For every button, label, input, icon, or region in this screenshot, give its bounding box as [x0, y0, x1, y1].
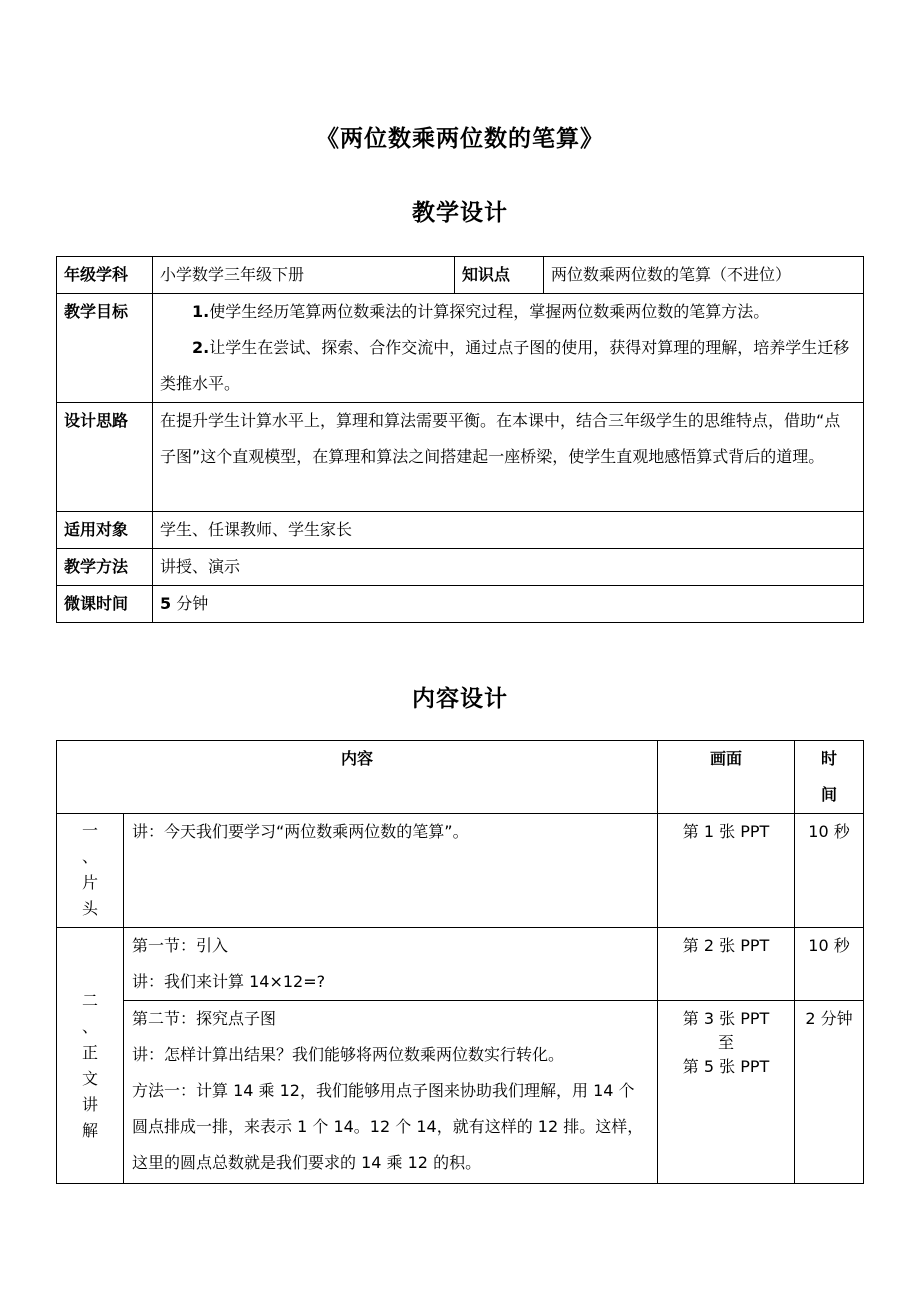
section-2-row-1-screen: 第 2 张 PPT	[658, 928, 795, 1001]
section-1-screen: 第 1 张 PPT	[658, 814, 795, 928]
screen-line: 第 5 张 PPT	[682, 1057, 770, 1076]
section-1-time: 10 秒	[795, 814, 864, 928]
content-line: 讲：今天我们要学习“两位数乘两位数的笔算”。	[132, 822, 469, 841]
time-number: 5	[160, 594, 172, 613]
method-value: 讲授、演示	[153, 549, 864, 586]
section-heading-content-design: 内容设计	[412, 686, 508, 712]
section-1-char: 片	[81, 873, 98, 892]
content-header-row	[57, 741, 864, 814]
idea-row	[57, 403, 864, 512]
goal-item-2	[160, 330, 856, 402]
goal-row	[57, 294, 864, 403]
content-design-table	[56, 740, 864, 1184]
section-2-row-2-content	[124, 1001, 658, 1184]
section-2-char: 、	[81, 1017, 98, 1036]
section-2-row-1	[57, 928, 864, 1001]
audience-label: 适用对象	[57, 512, 153, 549]
goal-2-number: 2.	[192, 338, 210, 357]
content-line: 第一节：引入	[132, 936, 229, 955]
header-time-line-2: 间	[821, 785, 838, 804]
goal-label: 教学目标	[57, 294, 153, 403]
section-1-char: 头	[81, 899, 98, 918]
section-1-label	[57, 814, 124, 928]
goal-1-number: 1.	[192, 302, 210, 321]
grade-label: 年级学科	[57, 257, 153, 294]
document-title: 《两位数乘两位数的笔算》	[316, 126, 604, 152]
content-line: 第二节：探究点子图	[132, 1009, 277, 1028]
time-row	[57, 586, 864, 623]
section-2-label	[57, 928, 124, 1184]
grade-value: 小学数学三年级下册	[153, 257, 455, 294]
section-2-row-1-time: 10 秒	[795, 928, 864, 1001]
method-row	[57, 549, 864, 586]
section-2-row-1-content	[124, 928, 658, 1001]
header-screen: 画面	[658, 741, 795, 814]
content-line: 讲：怎样计算出结果？我们能够将两位数乘两位数实行转化。	[132, 1045, 565, 1064]
idea-label: 设计思路	[57, 403, 153, 512]
section-2-char: 文	[81, 1069, 98, 1088]
time-unit: 分钟	[176, 594, 209, 613]
content-line: 方法一：计算 14 乘 12，我们能够用点子图来协助我们理解，用 14 个圆点排成一排，来表示 1 个 14。12 个 14，就有这样的 12 排。这样，这里的圆点总数就是我们要求的 14 乘 12 的积。	[132, 1081, 644, 1172]
audience-value: 学生、任课教师、学生家长	[153, 512, 864, 549]
section-heading-teaching-design: 教学设计	[412, 200, 508, 226]
method-label: 教学方法	[57, 549, 153, 586]
section-2-char: 二	[81, 991, 98, 1010]
idea-value: 在提升学生计算水平上，算理和算法需要平衡。在本课中，结合三年级学生的思维特点，借助“点子图”这个直观模型，在算理和算法之间搭建起一座桥梁，使学生直观地感悟算式背后的道理。	[153, 403, 864, 512]
section-1-row	[57, 814, 864, 928]
time-label: 微课时间	[57, 586, 153, 623]
section-2-char: 正	[81, 1043, 98, 1062]
goal-value	[153, 294, 864, 403]
header-content: 内容	[57, 741, 658, 814]
knowledge-value: 两位数乘两位数的笔算（不进位）	[544, 257, 864, 294]
time-value	[153, 586, 864, 623]
section-1-content	[124, 814, 658, 928]
screen-line: 至	[718, 1033, 735, 1052]
goal-item-1	[160, 294, 856, 330]
goal-1-text: 使学生经历笔算两位数乘法的计算探究过程，掌握两位数乘两位数的笔算方法。	[209, 302, 770, 321]
goal-2-text: 让学生在尝试、探索、合作交流中，通过点子图的使用，获得对算理的理解，培养学生迁移类推水平。	[160, 338, 850, 393]
screen-line: 第 3 张 PPT	[682, 1009, 770, 1028]
section-1-char: 一	[81, 821, 98, 840]
section-2-char: 讲	[81, 1095, 98, 1114]
content-line: 讲：我们来计算 14×12=?	[132, 972, 326, 991]
teaching-design-table	[56, 256, 864, 623]
audience-row	[57, 512, 864, 549]
section-2-char: 解	[81, 1121, 98, 1140]
grade-row	[57, 257, 864, 294]
section-2-row-2-time: 2 分钟	[795, 1001, 864, 1184]
section-1-char: 、	[81, 847, 98, 866]
section-2-row-2	[57, 1001, 864, 1184]
section-2-row-2-screen	[658, 1001, 795, 1184]
header-time	[795, 741, 864, 814]
knowledge-label: 知识点	[455, 257, 544, 294]
header-time-line-1: 时	[821, 749, 838, 768]
